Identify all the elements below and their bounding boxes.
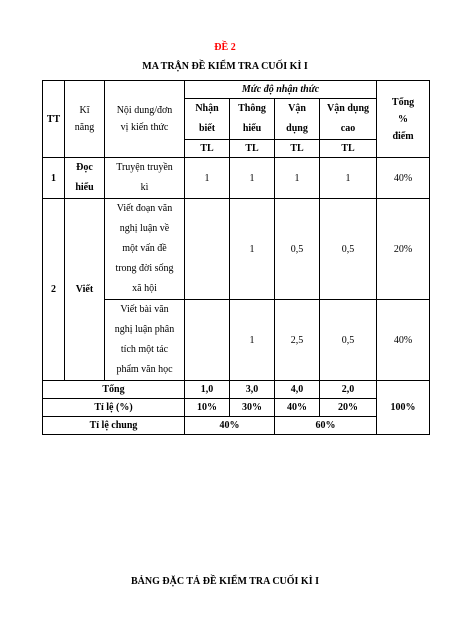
ratio-value: 40%: [275, 399, 320, 417]
sum-value: 4,0: [275, 381, 320, 399]
level-van-dung-cao: Vận dụng cao: [320, 99, 377, 140]
sum-value: 1,0: [185, 381, 230, 399]
sum-value: 3,0: [230, 381, 275, 399]
row-content: Truyện truyền kì: [105, 158, 185, 199]
cell-value: 1: [275, 158, 320, 199]
header-row-1: [43, 81, 430, 99]
general-value: 40%: [185, 417, 275, 435]
header-tt: TT: [43, 81, 65, 158]
ratio-value: 30%: [230, 399, 275, 417]
cell-value: 0,5: [275, 199, 320, 300]
sum-row: [43, 381, 430, 399]
form-tl: TL: [230, 140, 275, 158]
cell-value: 1: [230, 199, 275, 300]
row-skill: Đọc hiểu: [65, 158, 105, 199]
level-thong-hieu: Thông hiểu: [230, 99, 275, 140]
header-level-group: Mức độ nhận thức: [185, 81, 377, 99]
row-tt: 2: [43, 199, 65, 381]
level-nhan-biet: Nhận biết: [185, 99, 230, 140]
cell-value: [185, 300, 230, 381]
form-tl: TL: [185, 140, 230, 158]
cell-value: 0,5: [320, 199, 377, 300]
general-ratio-row: [43, 417, 430, 435]
cell-value: [185, 199, 230, 300]
general-value: 60%: [275, 417, 377, 435]
form-tl: TL: [320, 140, 377, 158]
table-row: [43, 199, 430, 300]
header-skill: Kĩ năng: [65, 81, 105, 158]
row-tt: 1: [43, 158, 65, 199]
header-total: Tổng % điểm: [377, 81, 430, 158]
exam-code: ĐỀ 2: [214, 42, 236, 53]
row-total: 40%: [377, 300, 430, 381]
table-row: [43, 158, 430, 199]
general-label: Tỉ lệ chung: [43, 417, 185, 435]
matrix-title: MA TRẬN ĐỀ KIỂM TRA CUỐI KÌ I: [142, 61, 308, 72]
cell-value: 1: [230, 158, 275, 199]
cell-value: 1: [230, 300, 275, 381]
header-content: Nội dung/đơn vị kiến thức: [105, 81, 185, 158]
spec-table-title: BẢNG ĐẶC TẢ ĐỀ KIỂM TRA CUỐI KÌ I: [131, 576, 319, 587]
exam-matrix-table: [42, 80, 430, 435]
cell-value: 2,5: [275, 300, 320, 381]
row-content: Viết đoạn văn nghị luận về một vấn đề trong đời sống xã hội: [105, 199, 185, 300]
level-van-dung: Vận dụng: [275, 99, 320, 140]
cell-value: 0,5: [320, 300, 377, 381]
sum-label: Tổng: [43, 381, 185, 399]
ratio-value: 10%: [185, 399, 230, 417]
form-tl: TL: [275, 140, 320, 158]
ratio-value: 20%: [320, 399, 377, 417]
overall-total: 100%: [377, 381, 430, 435]
row-skill: Viết: [65, 199, 105, 381]
cell-value: 1: [185, 158, 230, 199]
ratio-label: Tỉ lệ (%): [43, 399, 185, 417]
cell-value: 1: [320, 158, 377, 199]
ratio-row: [43, 399, 430, 417]
row-total: 40%: [377, 158, 430, 199]
row-content: Viết bài văn nghị luận phân tích một tác phẩm văn học: [105, 300, 185, 381]
sum-value: 2,0: [320, 381, 377, 399]
row-total: 20%: [377, 199, 430, 300]
